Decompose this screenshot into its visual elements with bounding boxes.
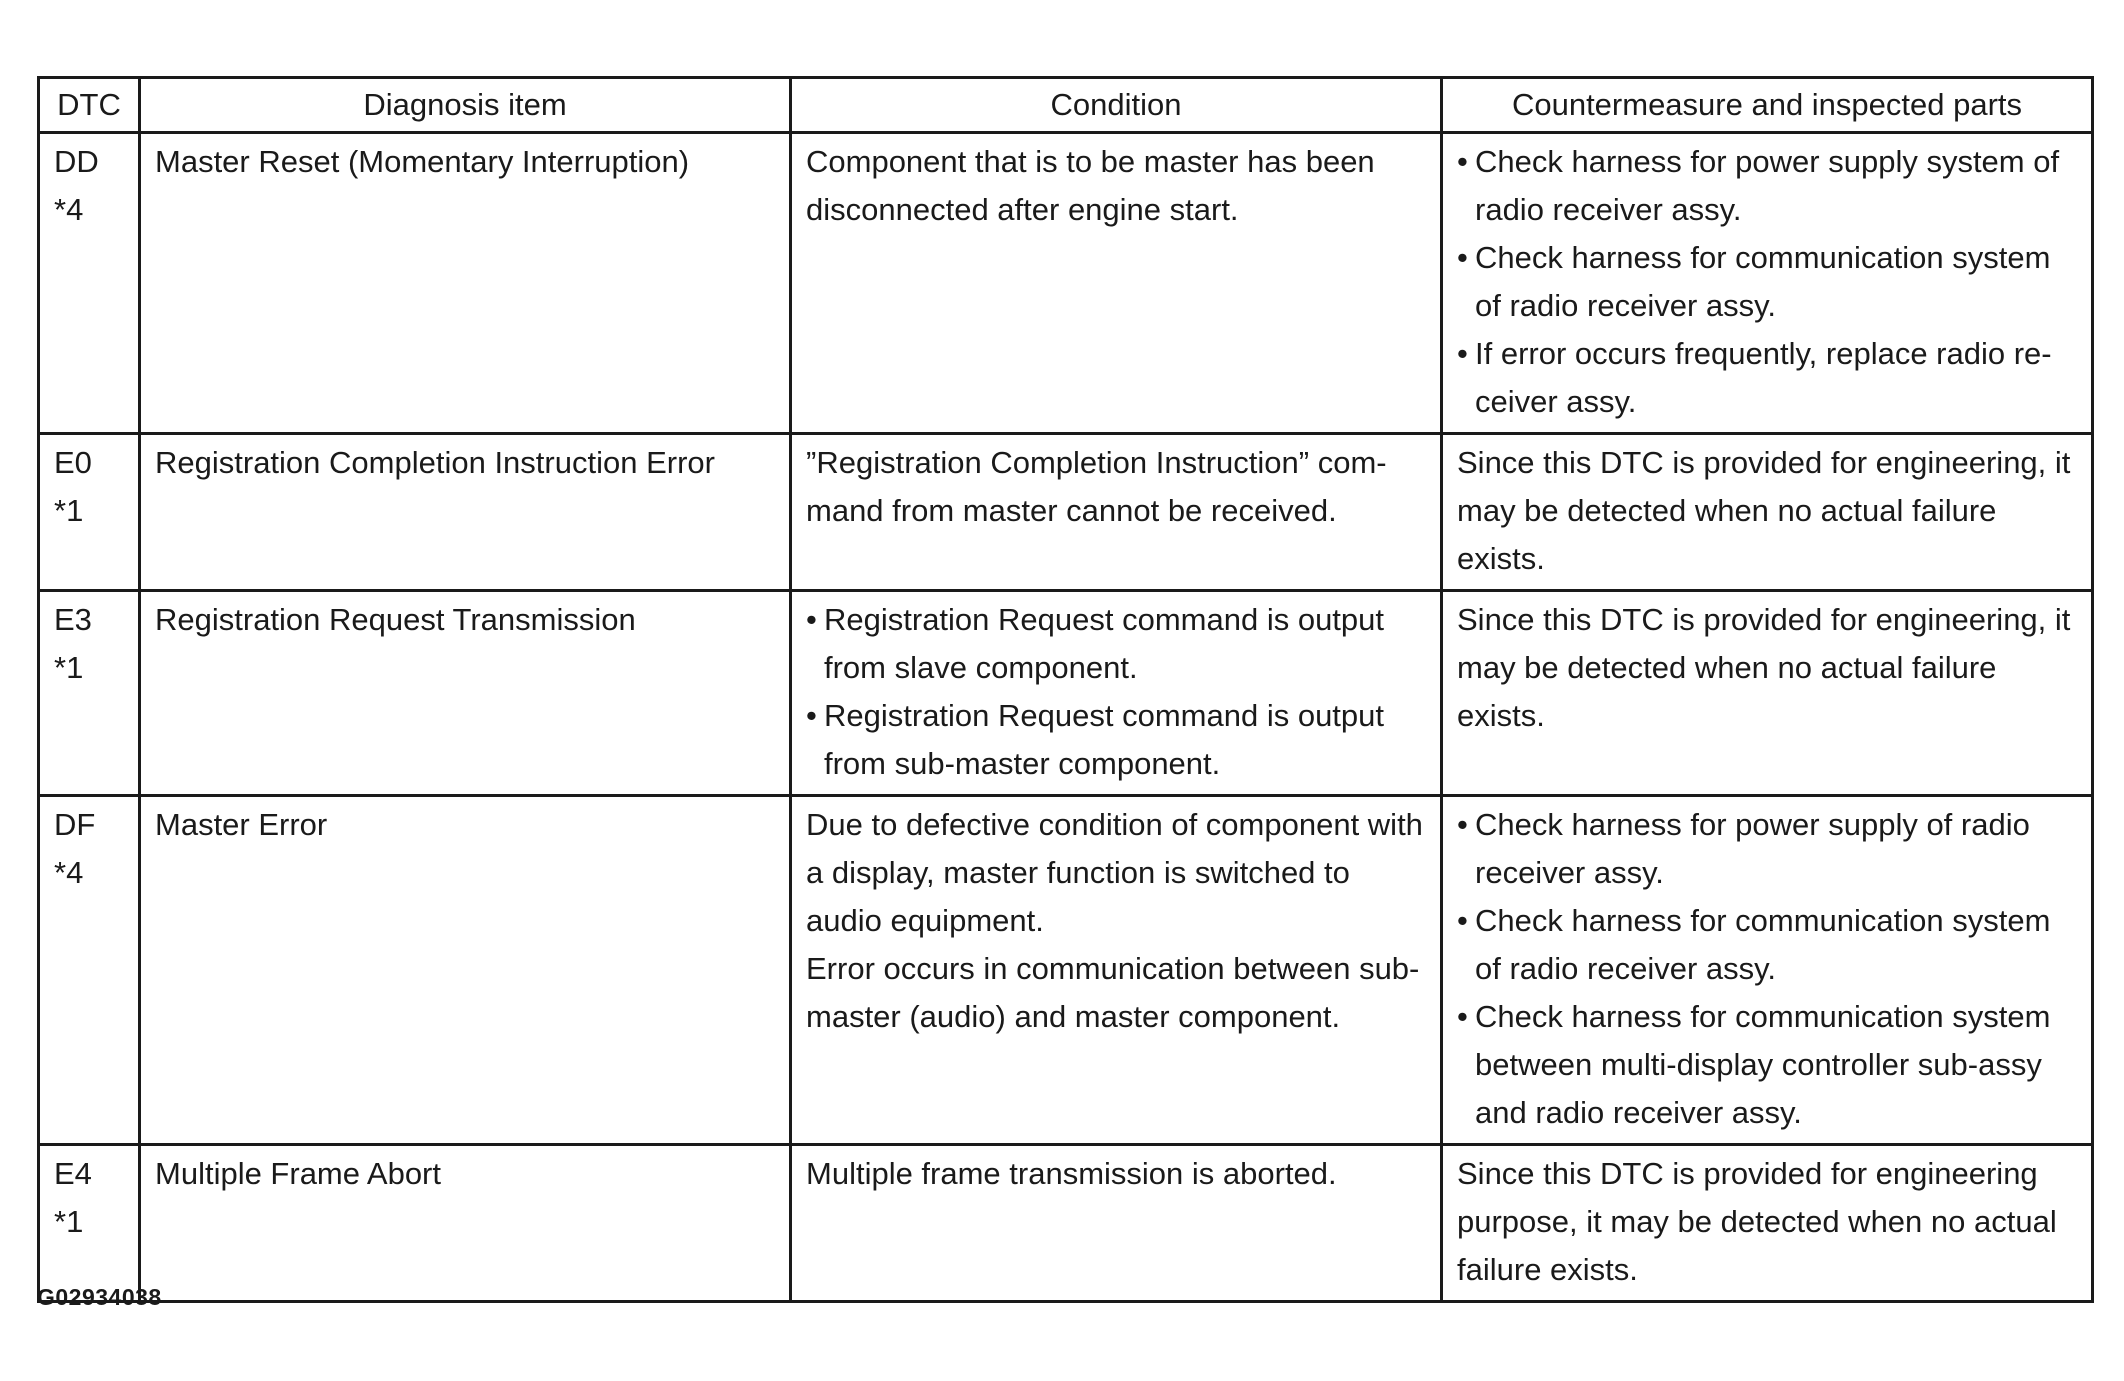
bullet-icon: •: [806, 698, 817, 733]
diagnosis-item-cell: Registration Request Transmission: [140, 591, 791, 796]
diagnosis-item-cell: Master Error: [140, 796, 791, 1145]
dtc-note: *1: [54, 1204, 84, 1239]
condition-cell: [791, 796, 1442, 1145]
dtc-code: E4: [54, 1156, 92, 1191]
table-row: [39, 796, 2093, 1145]
bullet-item: [806, 692, 1428, 788]
bullet-text: Registration Request command is output from sub-master component.: [824, 698, 1385, 781]
paragraph: Due to defective condition of component with a display, master function is switched to audio equipment.: [806, 807, 1423, 938]
diagnosis-item-cell: Master Reset (Momentary Interruption): [140, 133, 791, 434]
bullet-icon: •: [1457, 807, 1468, 842]
header-dtc: DTC: [39, 78, 140, 133]
bullet-item: [806, 596, 1428, 692]
bullet-text: Check harness for communication system of radio receiver assy.: [1475, 903, 2051, 986]
bullet-text: Check harness for power supply system of radio receiver assy.: [1475, 144, 2060, 227]
dtc-note: *4: [54, 855, 84, 890]
bullet-icon: •: [1457, 336, 1468, 371]
dtc-table: [37, 76, 2094, 1303]
dtc-code: DF: [54, 807, 96, 842]
figure-id: G02934038: [37, 1284, 162, 1310]
dtc-cell: [39, 796, 140, 1145]
table-row: [39, 434, 2093, 591]
table-row: [39, 133, 2093, 434]
bullet-text: If error occurs frequently, replace radio re-ceiver assy.: [1475, 336, 2052, 419]
dtc-note: *4: [54, 192, 84, 227]
bullet-item: [1457, 234, 2079, 330]
header-countermeasure: Countermeasure and inspected parts: [1442, 78, 2093, 133]
bullet-icon: •: [1457, 240, 1468, 275]
dtc-code: E0: [54, 445, 92, 480]
table-body: [39, 133, 2093, 1302]
countermeasure-cell: [1442, 591, 2093, 796]
condition-cell: [791, 591, 1442, 796]
condition-cell: [791, 133, 1442, 434]
bullet-icon: •: [1457, 903, 1468, 938]
countermeasure-cell: [1442, 1145, 2093, 1302]
dtc-cell: [39, 1145, 140, 1302]
condition-cell: [791, 434, 1442, 591]
bullet-item: [1457, 993, 2079, 1137]
bullet-text: Check harness for power supply of radio receiver assy.: [1475, 807, 2030, 890]
table-row: [39, 1145, 2093, 1302]
dtc-cell: [39, 434, 140, 591]
diagnosis-item-cell: Multiple Frame Abort: [140, 1145, 791, 1302]
countermeasure-cell: [1442, 434, 2093, 591]
header-diagnosis-item: Diagnosis item: [140, 78, 791, 133]
bullet-item: [1457, 801, 2079, 897]
paragraph: ”Registration Completion Instruction” com-mand from master cannot be received.: [806, 445, 1387, 528]
bullet-list: [1457, 138, 2079, 426]
dtc-cell: [39, 133, 140, 434]
paragraph: Multiple frame transmission is aborted.: [806, 1156, 1337, 1191]
dtc-code: DD: [54, 144, 99, 179]
bullet-item: [1457, 330, 2079, 426]
dtc-note: *1: [54, 493, 84, 528]
bullet-item: [1457, 897, 2079, 993]
bullet-list: [806, 596, 1428, 788]
dtc-note: *1: [54, 650, 84, 685]
paragraph: Error occurs in communication between sub-master (audio) and master component.: [806, 951, 1420, 1034]
bullet-item: [1457, 138, 2079, 234]
countermeasure-cell: [1442, 796, 2093, 1145]
bullet-text: Registration Request command is output from slave component.: [824, 602, 1385, 685]
countermeasure-cell: [1442, 133, 2093, 434]
bullet-icon: •: [806, 602, 817, 637]
bullet-text: Check harness for communication system between multi-display controller sub-assy and radio receiver assy.: [1475, 999, 2051, 1130]
paragraph: Component that is to be master has been disconnected after engine start.: [806, 144, 1375, 227]
table-row: [39, 591, 2093, 796]
bullet-list: [1457, 801, 2079, 1137]
bullet-text: Check harness for communication system of radio receiver assy.: [1475, 240, 2051, 323]
paragraph: Since this DTC is provided for engineering, it may be detected when no actual failure exists.: [1457, 445, 2071, 576]
header-condition: Condition: [791, 78, 1442, 133]
bullet-icon: •: [1457, 999, 1468, 1034]
table-header-row: [39, 78, 2093, 133]
dtc-cell: [39, 591, 140, 796]
diagnosis-item-cell: Registration Completion Instruction Error: [140, 434, 791, 591]
paragraph: Since this DTC is provided for engineering purpose, it may be detected when no actual failure exists.: [1457, 1156, 2057, 1287]
dtc-code: E3: [54, 602, 92, 637]
condition-cell: [791, 1145, 1442, 1302]
paragraph: Since this DTC is provided for engineering, it may be detected when no actual failure exists.: [1457, 602, 2071, 733]
bullet-icon: •: [1457, 144, 1468, 179]
